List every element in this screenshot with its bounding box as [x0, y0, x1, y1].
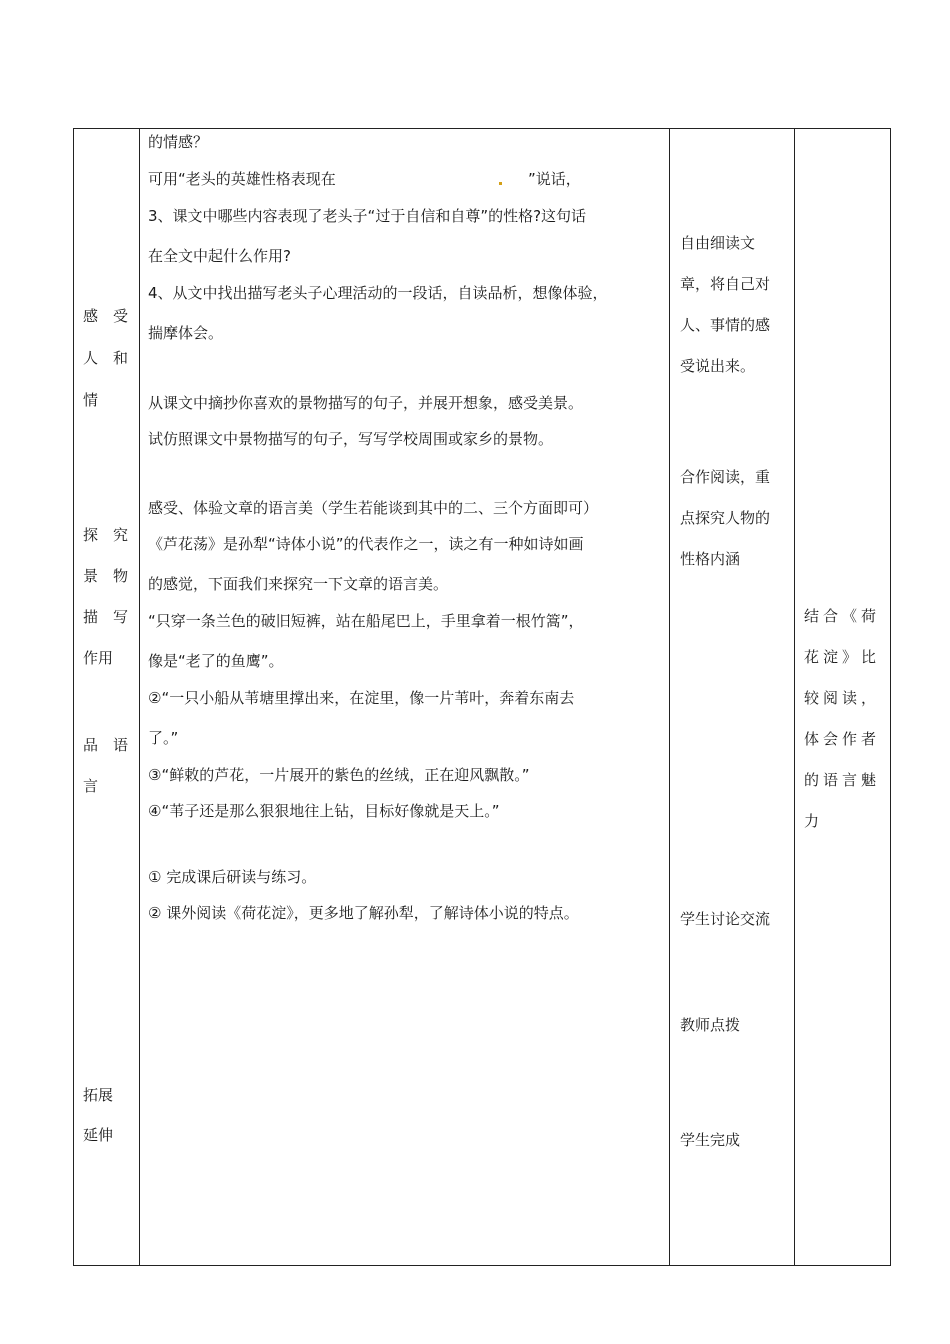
content-line: 揣摩体会。: [148, 324, 224, 342]
section-label: 作用: [83, 649, 114, 667]
activity-line: 受说出来。: [680, 357, 756, 375]
section-label: 感受: [83, 307, 144, 325]
content-line: 在全文中起什么作用?: [148, 247, 291, 265]
note-line: 体会作者: [804, 730, 881, 748]
note-line: 较阅读，: [804, 689, 881, 707]
section-label: 延伸: [83, 1126, 114, 1144]
blank-marker: [499, 182, 502, 185]
activity-line: 自由细读文: [680, 234, 756, 252]
section-label: 人和: [83, 349, 144, 367]
content-line: ③“鲜敕的芦花，一片展开的紫色的丝绒，正在迎风飘散。”: [148, 766, 530, 784]
section-label: 景物: [83, 567, 144, 585]
activity-line: 点探究人物的: [680, 509, 771, 527]
column-divider: [669, 128, 670, 1266]
content-line: ④“苇子还是那么狠狠地往上钻，目标好像就是天上。”: [148, 802, 500, 820]
note-line: 的语言魅: [804, 771, 881, 789]
content-line: 的感觉，下面我们来探究一下文章的语言美。: [148, 575, 449, 593]
activity-line: 教师点拨: [680, 1016, 741, 1034]
activity-line: 合作阅读，重: [680, 468, 771, 486]
section-label: 品语: [83, 736, 144, 754]
note-line: 力: [804, 812, 820, 830]
content-line: 4、从文中找出描写老头子心理活动的一段话，自读品析，想像体验，: [148, 284, 608, 302]
content-line: 试仿照课文中景物描写的句子，写写学校周围或家乡的景物。: [148, 430, 554, 448]
section-label: 情: [83, 391, 99, 409]
section-label: 描写: [83, 608, 144, 626]
content-line: 《芦花荡》是孙犁“诗体小说”的代表作之一，读之有一种如诗如画: [148, 535, 584, 553]
activity-line: 章，将自己对: [680, 275, 771, 293]
content-line: 感受、体验文章的语言美（学生若能谈到其中的二、三个方面即可）: [148, 499, 599, 517]
content-line: ② 课外阅读《荷花淀》，更多地了解孙犁，了解诗体小说的特点。: [148, 904, 579, 922]
content-line: ②“一只小船从苇塘里撑出来，在淀里，像一片苇叶，奔着东南去: [148, 689, 575, 707]
note-line: 花淀》比: [804, 648, 881, 666]
column-divider: [794, 128, 795, 1266]
section-label: 言: [83, 777, 99, 795]
content-line: 从课文中摘抄你喜欢的景物描写的句子，并展开想象，感受美景。: [148, 394, 584, 412]
content-line: ① 完成课后研读与练习。: [148, 868, 317, 886]
content-line: 了。”: [148, 729, 179, 747]
activity-line: 人、事情的感: [680, 316, 771, 334]
column-divider: [139, 128, 140, 1266]
activity-line: 性格内涵: [680, 550, 741, 568]
activity-line: 学生讨论交流: [680, 910, 771, 928]
content-line: 3、课文中哪些内容表现了老头子“过于自信和自尊”的性格?这句话: [148, 207, 587, 225]
content-line: 的情感？: [148, 133, 209, 151]
note-line: 结合《荷: [804, 607, 881, 625]
content-line: “只穿一条兰色的破旧短裤，站在船尾巴上，手里拿着一根竹篙”，: [148, 612, 584, 630]
section-label: 拓展: [83, 1086, 114, 1104]
content-line: 像是“老了的鱼鹰”。: [148, 652, 284, 670]
activity-line: 学生完成: [680, 1131, 741, 1149]
content-line: ”说话，: [528, 170, 581, 188]
content-line: 可用“老头的英雄性格表现在: [148, 170, 336, 188]
section-label: 探究: [83, 526, 144, 544]
